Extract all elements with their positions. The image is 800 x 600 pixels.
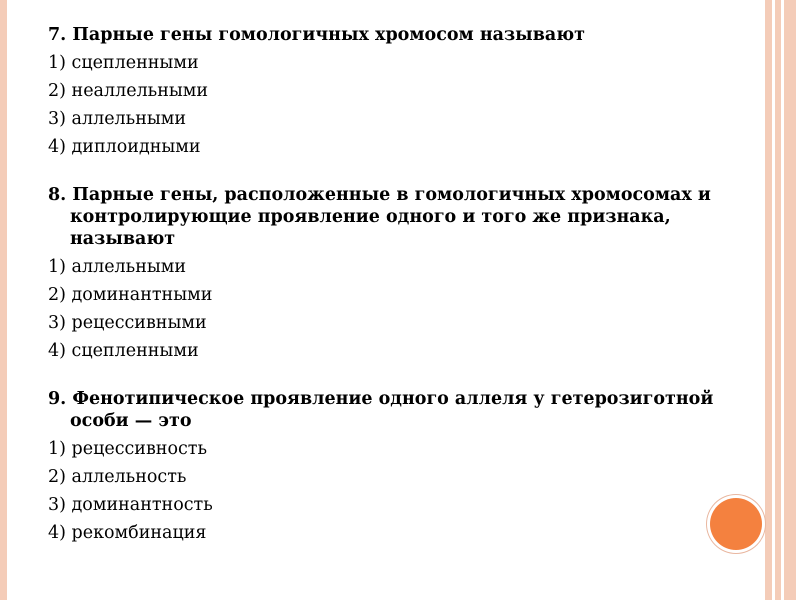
question-block — [48, 24, 748, 158]
right-decor-stripe — [775, 0, 781, 600]
question-block — [48, 184, 748, 362]
answer-option: 4) рекомбинация — [48, 523, 207, 543]
answer-option: 3) аллельными — [48, 109, 187, 129]
answer-option: 1) аллельными — [48, 257, 187, 277]
question-text: 7. Парные гены гомологичных хромосом называют — [48, 25, 585, 45]
right-decor-stripe — [765, 0, 772, 600]
left-decor-stripe — [0, 0, 7, 600]
answer-option: 4) сцепленными — [48, 341, 199, 361]
question-text: 8. Парные гены, расположенные в гомологичных хромосомах и контролирующие проявление одного и того же признака, называют — [48, 185, 711, 249]
answer-option: 4) диплоидными — [48, 137, 201, 157]
right-decor-stripe — [784, 0, 796, 600]
question-text: 9. Фенотипическое проявление одного аллеля у гетерозиготной особи — это — [48, 389, 714, 431]
slide-content — [48, 24, 748, 544]
answer-option: 1) сцепленными — [48, 53, 199, 73]
answer-option: 2) неаллельными — [48, 81, 209, 101]
answer-option: 3) доминантность — [48, 495, 213, 515]
answer-option: 2) доминантными — [48, 285, 213, 305]
answer-option: 1) рецессивность — [48, 439, 208, 459]
answer-option: 3) рецессивными — [48, 313, 207, 333]
question-block — [48, 388, 748, 544]
answer-option: 2) аллельность — [48, 467, 187, 487]
